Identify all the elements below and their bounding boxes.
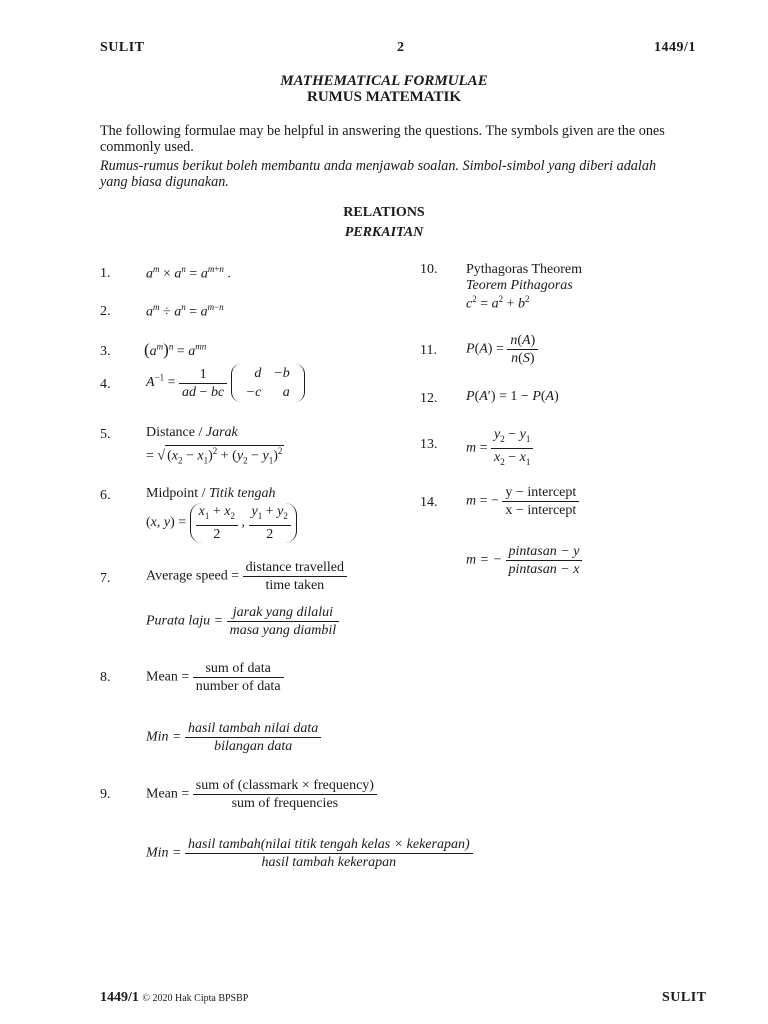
formula-8-label-malay: Min = <box>146 729 182 745</box>
page-number: 2 <box>397 40 405 55</box>
formula-11-number: 11. <box>420 343 437 358</box>
formula-1-number: 1. <box>100 266 111 281</box>
formula-9-denominator-malay: hasil tambah kekerapan <box>261 855 397 870</box>
formula-12-number: 12. <box>420 391 438 406</box>
formula-9-expression-english <box>146 777 377 812</box>
formula-14-numerator-malay: pintasan − y <box>506 543 583 561</box>
formula-7-denominator-malay: masa yang diambil <box>229 623 337 638</box>
formula-9-expression-malay <box>146 836 473 871</box>
formula-5-label-malay: Jarak <box>205 425 238 440</box>
formula-8-expression-english <box>146 660 284 695</box>
formula-12-expression: P(A′) = 1 − P(A) <box>466 389 559 404</box>
formula-10-expression: $c^2 = a^2 + b^2$ <box>466 294 530 312</box>
formula-6-number: 6. <box>100 488 111 503</box>
formula-13-expression: m = $\frac{y_2 - y_1}{x_2 - x_1}$ <box>466 426 533 471</box>
header-classification: SULIT <box>100 40 145 55</box>
formula-5-label-english: Distance / <box>146 425 206 440</box>
formula-7-expression-malay <box>146 604 339 639</box>
formula-6-expression: (x, y) = $\frac{x_1 + x_2}{2}$ , $\frac{y_1 + y_2}{2}$ <box>146 503 297 543</box>
footer-paper-code: 1449/1 <box>100 990 139 1005</box>
formula-7-label-english: Average speed = <box>146 568 240 584</box>
formula-2-expression: $a^m \div a^n = a^{m-n}$ <box>146 302 224 320</box>
formula-9-label-malay: Min = <box>146 845 182 861</box>
formula-8-number: 8. <box>100 670 111 685</box>
footer-classification: SULIT <box>662 990 707 1005</box>
formula-14-numerator-english: y − intercept <box>502 484 579 502</box>
formula-3-expression: $(a^m)^n = a^{mn}$ <box>144 340 207 359</box>
formula-1-expression: $a^m \times a^n = a^{m+n}$ . <box>146 264 231 282</box>
formula-7-numerator-malay: jarak yang dilalui <box>227 604 340 622</box>
section-heading-english: RELATIONS <box>343 205 425 220</box>
formula-4-number: 4. <box>100 377 111 392</box>
footer-left <box>100 990 248 1006</box>
formula-3-number: 3. <box>100 344 111 359</box>
formula-10-label-malay: Teorem Pithagoras <box>466 278 573 293</box>
formula-9-label-english: Mean = <box>146 786 190 802</box>
formula-8-numerator-english: sum of data <box>193 660 284 678</box>
formula-7-label-malay: Purata laju = <box>146 613 224 629</box>
formula-14-expression-english: m = − $\frac{\text{y − intercept}}{\text{x − intercept}}$ <box>466 484 579 519</box>
formula-11-expression: P(A) = $\frac{n(A)}{n(S)}$ <box>466 332 538 367</box>
formula-5-number: 5. <box>100 427 111 442</box>
title-malay: RUMUS MATEMATIK <box>306 89 462 105</box>
formula-9-denominator-english: sum of frequencies <box>231 796 339 811</box>
formula-6-label-malay: Titik tengah <box>209 486 276 501</box>
intro-english: The following formulae may be helpful in answering the questions. The symbols given are the ones commonly used. <box>100 123 665 155</box>
intro-malay: Rumus-rumus berikut boleh membantu anda menjawab soalan. Simbol-simbol yang diberi adalah yang biasa digunakan. <box>100 158 657 190</box>
formula-14-denominator-english: x − intercept <box>505 503 577 518</box>
formula-2-number: 2. <box>100 304 111 319</box>
formula-10-number: 10. <box>420 262 438 277</box>
formula-9-numerator-english: sum of (classmark × frequency) <box>193 777 377 795</box>
formula-5-label <box>146 425 238 441</box>
formula-14-expression-malay: m = − $\frac{\text{pintasan − y}}{\text{pintasan − x}}$ <box>466 543 582 578</box>
formula-10-label-english: Pythagoras Theorem <box>466 262 582 277</box>
formula-9-numerator-malay: hasil tambah(nilai titik tengah kelas × kekerapan) <box>185 836 473 854</box>
formula-7-number: 7. <box>100 571 111 586</box>
formula-7-expression-english <box>146 559 347 594</box>
formula-13-number: 13. <box>420 437 438 452</box>
formula-6-label-english: Midpoint / <box>146 486 210 501</box>
formula-5-expression: = √ $(x_2 - x_1)^2 + (y_2 - y_1)^2$ <box>146 446 283 466</box>
formula-7-denominator-english: time taken <box>265 578 325 593</box>
formula-7-numerator-english: distance travelled <box>243 559 347 577</box>
section-heading-malay: PERKAITAN <box>344 225 424 240</box>
title-english: MATHEMATICAL FORMULAE <box>280 73 488 89</box>
formula-4-expression: $A^{-1}$ = $\frac{1}{ad - bc}$ d −b −c a <box>146 364 305 402</box>
formula-8-denominator-malay: bilangan data <box>214 739 293 754</box>
formula-14-denominator-malay: pintasan − x <box>508 562 580 577</box>
formula-6-label <box>146 486 276 502</box>
formula-9-number: 9. <box>100 787 111 802</box>
formula-8-denominator-english: number of data <box>195 679 281 694</box>
formula-8-expression-malay <box>146 720 321 755</box>
footer-copyright: © 2020 Hak Cipta BPSBP <box>142 993 249 1004</box>
paper-code: 1449/1 <box>654 40 696 55</box>
formula-8-numerator-malay: hasil tambah nilai data <box>185 720 321 738</box>
formula-14-number: 14. <box>420 495 438 510</box>
formula-8-label-english: Mean = <box>146 669 190 685</box>
